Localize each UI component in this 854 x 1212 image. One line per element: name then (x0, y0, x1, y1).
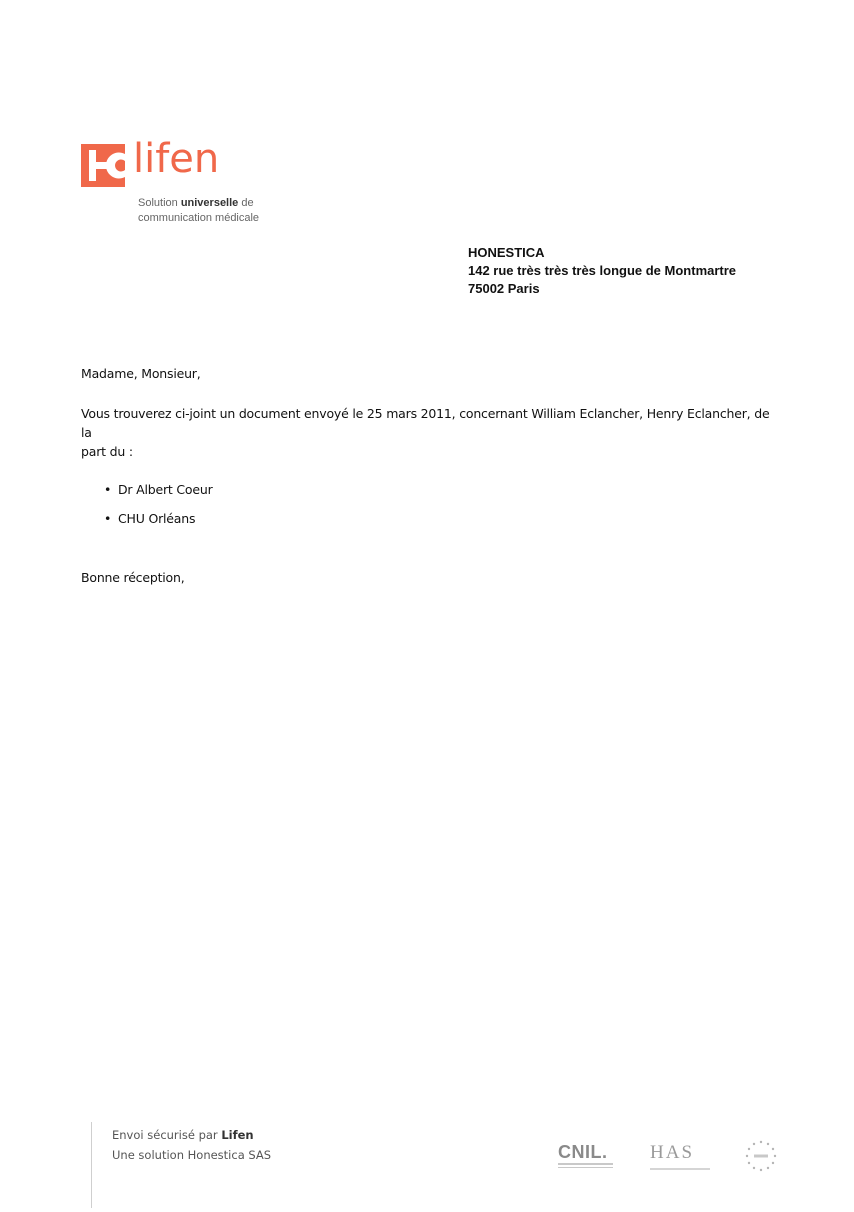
closing: Bonne réception, (81, 570, 185, 585)
lifen-wordmark: lifen (133, 136, 220, 182)
recipient-street: 142 rue très très très longue de Montmartre (468, 263, 737, 278)
intro-line-2: part du : (81, 444, 133, 459)
lifen-logo (81, 136, 281, 234)
footer-sent-by (112, 1125, 271, 1145)
cnil-badge-label: CNIL. (558, 1142, 608, 1162)
sender-list (104, 481, 213, 539)
intro-paragraph (81, 404, 781, 461)
footer-sent-by-prefix: Envoi sécurisé par (112, 1128, 222, 1142)
tagline-prefix: Solution (138, 197, 181, 209)
has-badge (650, 1143, 710, 1170)
has-badge-label: HAS (650, 1142, 695, 1163)
tagline-suffix: de (238, 197, 254, 209)
lifen-logo-mark-icon (81, 144, 125, 187)
cnil-badge-subtitle (558, 1163, 613, 1168)
intro-line-1: Vous trouverez ci-joint un document envoyé le 25 mars 2011, concernant William Eclancher, Henry Eclancher, de la (81, 406, 770, 440)
recipient-city: 75002 Paris (468, 281, 540, 296)
hds-seal-icon (744, 1139, 778, 1173)
footer-text (112, 1125, 271, 1165)
salutation: Madame, Monsieur, (81, 366, 201, 381)
sender-item: • CHU Orléans (104, 510, 213, 539)
has-badge-subtitle (650, 1168, 710, 1170)
recipient-address (468, 244, 736, 298)
tagline-line2: communication médicale (138, 212, 260, 224)
footer-sent-by-brand: Lifen (221, 1128, 254, 1142)
footer-divider (91, 1122, 92, 1208)
tagline-bold: universelle (180, 197, 239, 209)
recipient-name: HONESTICA (468, 245, 545, 260)
brand-tagline (138, 196, 259, 226)
cnil-badge (558, 1143, 613, 1170)
sender-item: • Dr Albert Coeur (104, 481, 213, 510)
footer-company: Une solution Honestica SAS (112, 1148, 272, 1162)
